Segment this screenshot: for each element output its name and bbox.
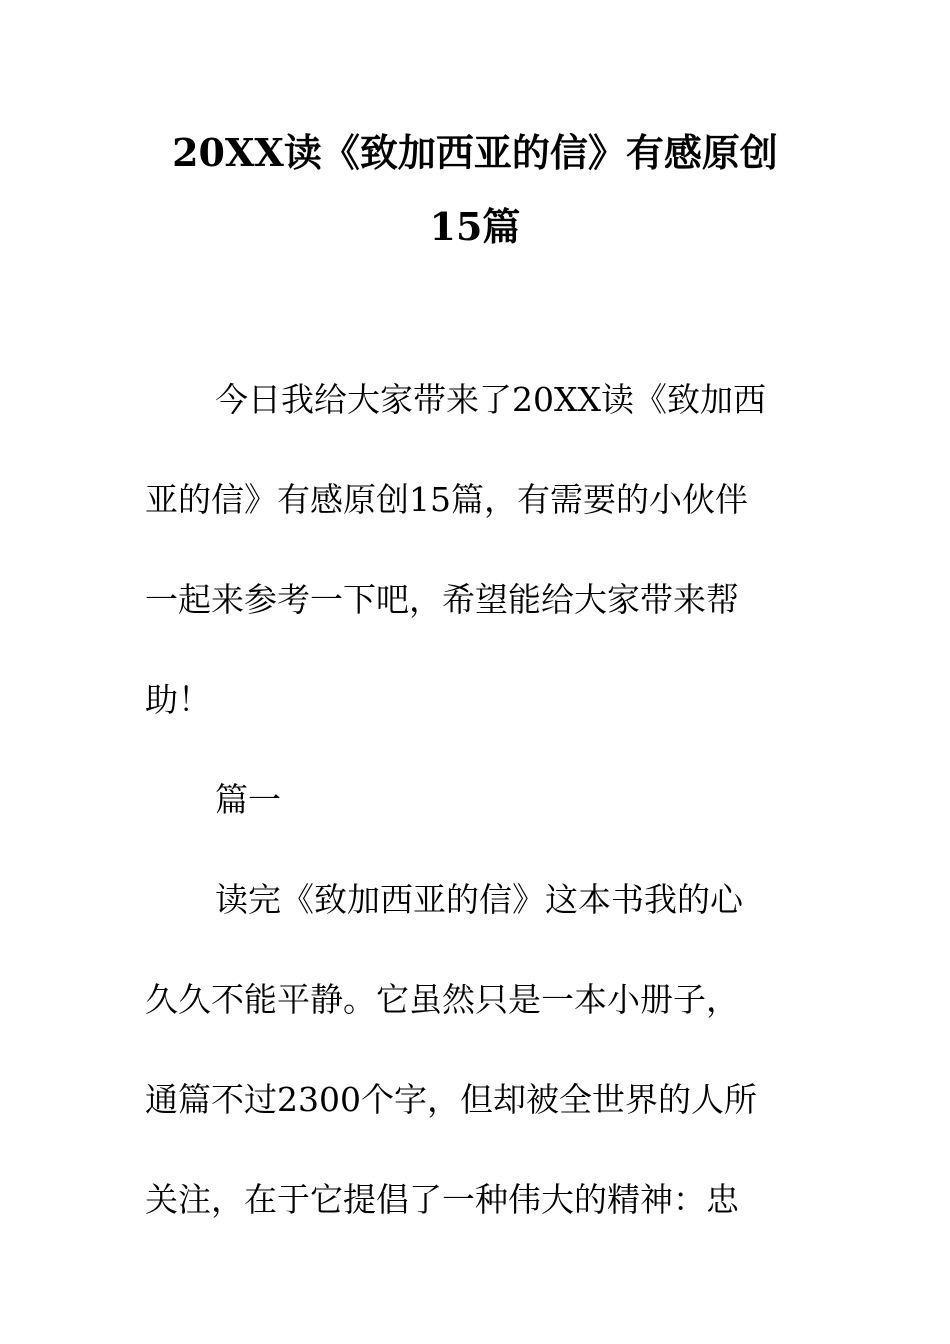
paragraph-line: 通篇不过2300个字，但却被全世界的人所 — [145, 1080, 757, 1119]
paragraph-line: 助！ — [145, 680, 211, 719]
section-heading: 篇一 — [215, 780, 281, 819]
paragraph-line: 久久不能平静。它虽然只是一本小册子， — [145, 980, 739, 1019]
document-title: 20XX读《致加西亚的信》有感原创 — [172, 130, 778, 175]
paragraph-line: 关注，在于它提倡了一种伟大的精神：忠 — [145, 1180, 739, 1219]
document-title-continued: 15篇 — [429, 204, 521, 249]
paragraph-line: 今日我给大家带来了20XX读《致加西 — [215, 380, 766, 419]
paragraph-line: 一起来参考一下吧，希望能给大家带来帮 — [145, 580, 739, 619]
paragraph-line: 读完《致加西亚的信》这本书我的心 — [215, 880, 743, 919]
paragraph-line: 亚的信》有感原创15篇，有需要的小伙伴 — [145, 480, 748, 519]
